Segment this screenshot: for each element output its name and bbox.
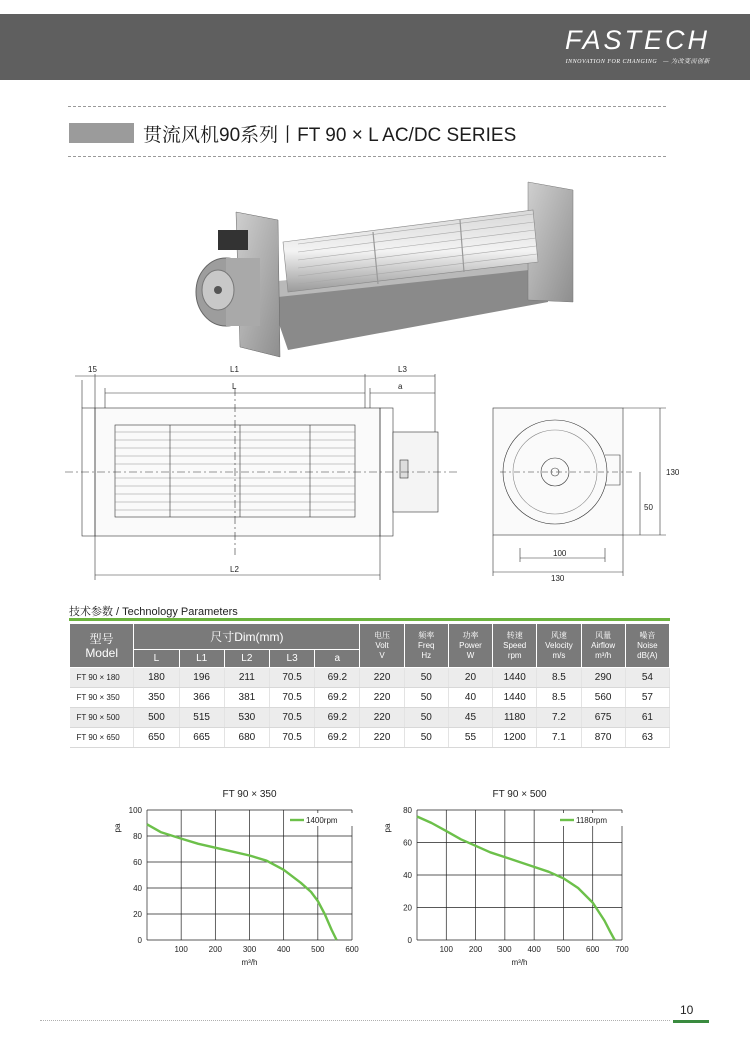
header-col [448,624,492,668]
page-title: 贯流风机90系列丨FT 90 × L AC/DC SERIES [143,125,517,146]
table-cell: 69.2 [315,688,360,708]
dimension-drawing [60,360,700,585]
table-cell: 70.5 [269,708,314,728]
page-header [0,14,750,80]
header-dim-col: L2 [224,650,269,668]
footer-divider [40,1020,670,1021]
table-row [70,708,670,728]
table-cell: 50 [404,728,448,748]
title-accent-bar [69,123,134,143]
y-tick-label: 60 [403,838,412,848]
section-label: 技术参数 / Technology Parameters [69,606,238,618]
y-tick-label: 0 [407,936,412,945]
table-cell: 350 [134,688,179,708]
header-col [404,624,448,668]
x-tick-label: 200 [468,945,483,954]
cell-model: FT 90 × 500 [70,708,134,728]
table-row [70,688,670,708]
header-cn: 功率 [462,630,479,640]
header-dim-col: a [315,650,360,668]
x-tick-label: 600 [586,945,600,954]
header-en: Power [459,640,482,650]
table-cell: 675 [581,708,625,728]
table-cell: 650 [134,728,179,748]
table-cell: 196 [179,668,224,688]
header-cn: 噪音 [639,630,656,640]
table-cell: 69.2 [315,668,360,688]
table-cell: 870 [581,728,625,748]
x-tick-label: 400 [276,945,291,954]
header-unit: rpm [507,650,522,660]
y-tick-label: 80 [133,832,142,841]
table-row [70,668,670,688]
header-unit: m/s [552,650,566,660]
table-cell: 680 [224,728,269,748]
table-cell: 560 [581,688,625,708]
dim-100: 100 [553,549,567,558]
dim-50: 50 [644,503,653,512]
x-tick-label: 200 [208,945,223,954]
chart-title: FT 90 × 350 [222,789,277,800]
header-cn: 风速 [550,630,567,640]
y-tick-label: 60 [133,858,142,867]
brand-logo [565,26,710,65]
legend-label: 1400rpm [306,816,338,825]
table-cell: 54 [625,668,669,688]
header-dim-col: L1 [179,650,224,668]
table-cell: 220 [360,728,404,748]
y-tick-label: 20 [133,910,142,919]
table-cell: 530 [224,708,269,728]
table-cell: 7.1 [537,728,581,748]
header-col [581,624,625,668]
header-unit: W [466,650,475,660]
table-cell: 70.5 [269,688,314,708]
x-tick-label: 100 [174,945,188,954]
table-cell: 20 [448,668,492,688]
dim-a: a [398,382,403,391]
x-tick-label: 500 [556,945,571,954]
header-col [625,624,669,668]
table-cell: 366 [179,688,224,708]
dim-15: 15 [88,365,97,374]
dim-L1: L1 [230,365,239,374]
header-en: Volt [375,640,389,650]
dim-130-width: 130 [551,574,565,583]
cell-model: FT 90 × 180 [70,668,134,688]
series-line [147,824,337,940]
table-cell: 381 [224,688,269,708]
header-dim-col: L [134,650,179,668]
table-cell: 7.2 [537,708,581,728]
table-cell: 8.5 [537,688,581,708]
header-unit: V [379,650,385,660]
header-unit: dB(A) [637,650,658,660]
x-tick-label: 300 [242,945,257,954]
x-tick-label: 700 [615,945,629,954]
header-dimensions: 尺寸Dim(mm) [134,624,360,650]
header-col [537,624,581,668]
header-cn: 电压 [374,630,391,640]
table-cell: 220 [360,708,404,728]
page-number: 10 [680,1003,694,1017]
x-tick-label: 500 [311,945,325,954]
table-cell: 211 [224,668,269,688]
table-cell: 665 [179,728,224,748]
brand-tagline [565,56,710,65]
product-photo [188,172,588,362]
dim-L3: L3 [398,365,407,374]
table-cell: 50 [404,708,448,728]
table-cell: 45 [448,708,492,728]
spec-table [69,623,670,748]
header-en: Speed [503,640,527,650]
header-cn: 转速 [506,630,523,640]
y-tick-label: 20 [403,903,412,913]
page-number-underline [673,1020,709,1023]
chart-title: FT 90 × 500 [492,789,547,800]
legend-label: 1180rpm [576,816,607,825]
header-model [70,624,134,668]
header-model-cn: 型号 [89,631,114,646]
y-tick-label: 40 [403,871,412,880]
x-tick-label: 600 [345,945,359,954]
header-dim-col: L3 [269,650,314,668]
title-divider [68,156,666,157]
header-col [493,624,537,668]
y-axis-label: pa [113,823,122,833]
table-cell: 1180 [493,708,537,728]
table-cell: 61 [625,708,669,728]
x-axis-label: m³/h [511,958,528,967]
table-cell: 69.2 [315,708,360,728]
cell-model: FT 90 × 350 [70,688,134,708]
header-unit: m³/h [595,650,612,660]
table-cell: 70.5 [269,668,314,688]
table-cell: 50 [404,668,448,688]
y-axis-label: pa [383,823,392,833]
table-cell: 1200 [493,728,537,748]
dim-L: L [232,382,237,391]
table-cell: 180 [134,668,179,688]
table-cell: 1440 [493,688,537,708]
chart-ft90x500 [370,785,645,980]
x-tick-label: 100 [439,945,453,954]
header-col [360,624,404,668]
tagline-en: INNOVATION FOR CHANGING [565,59,658,65]
table-cell: 69.2 [315,728,360,748]
header-en: Velocity [545,640,573,650]
table-cell: 63 [625,728,669,748]
table-cell: 55 [448,728,492,748]
top-divider [68,106,666,107]
section-underline [69,618,670,621]
y-tick-label: 0 [137,936,142,945]
cell-model: FT 90 × 650 [70,728,134,748]
table-cell: 70.5 [269,728,314,748]
dim-L2: L2 [230,565,239,574]
x-tick-label: 400 [527,945,541,954]
y-tick-label: 100 [128,806,142,815]
table-cell: 290 [581,668,625,688]
header-cn: 风量 [595,630,612,640]
header-en: Noise [637,640,658,650]
y-tick-label: 80 [403,806,412,815]
header-unit: Hz [421,650,432,660]
header-model-en: Model [85,645,118,660]
dim-130-height: 130 [666,468,680,477]
table-cell: 40 [448,688,492,708]
table-cell: 500 [134,708,179,728]
table-cell: 50 [404,688,448,708]
header-cn: 频率 [418,630,435,640]
series-line [417,817,615,941]
table-cell: 57 [625,688,669,708]
spec-table-body [70,668,670,748]
header-en: Freq [418,640,435,650]
header-en: Airflow [591,640,616,650]
table-cell: 8.5 [537,668,581,688]
table-cell: 220 [360,688,404,708]
table-row [70,728,670,748]
brand-name: FASTECH [564,25,710,55]
table-cell: 1440 [493,668,537,688]
table-cell: 515 [179,708,224,728]
x-tick-label: 300 [498,945,512,954]
chart-grid [147,810,352,940]
tagline-cn: — 为改变而创新 [663,59,710,65]
x-axis-label: m³/h [241,958,258,967]
chart-grid [417,810,622,940]
y-tick-label: 40 [133,884,142,893]
table-cell: 220 [360,668,404,688]
chart-ft90x350 [100,785,370,980]
